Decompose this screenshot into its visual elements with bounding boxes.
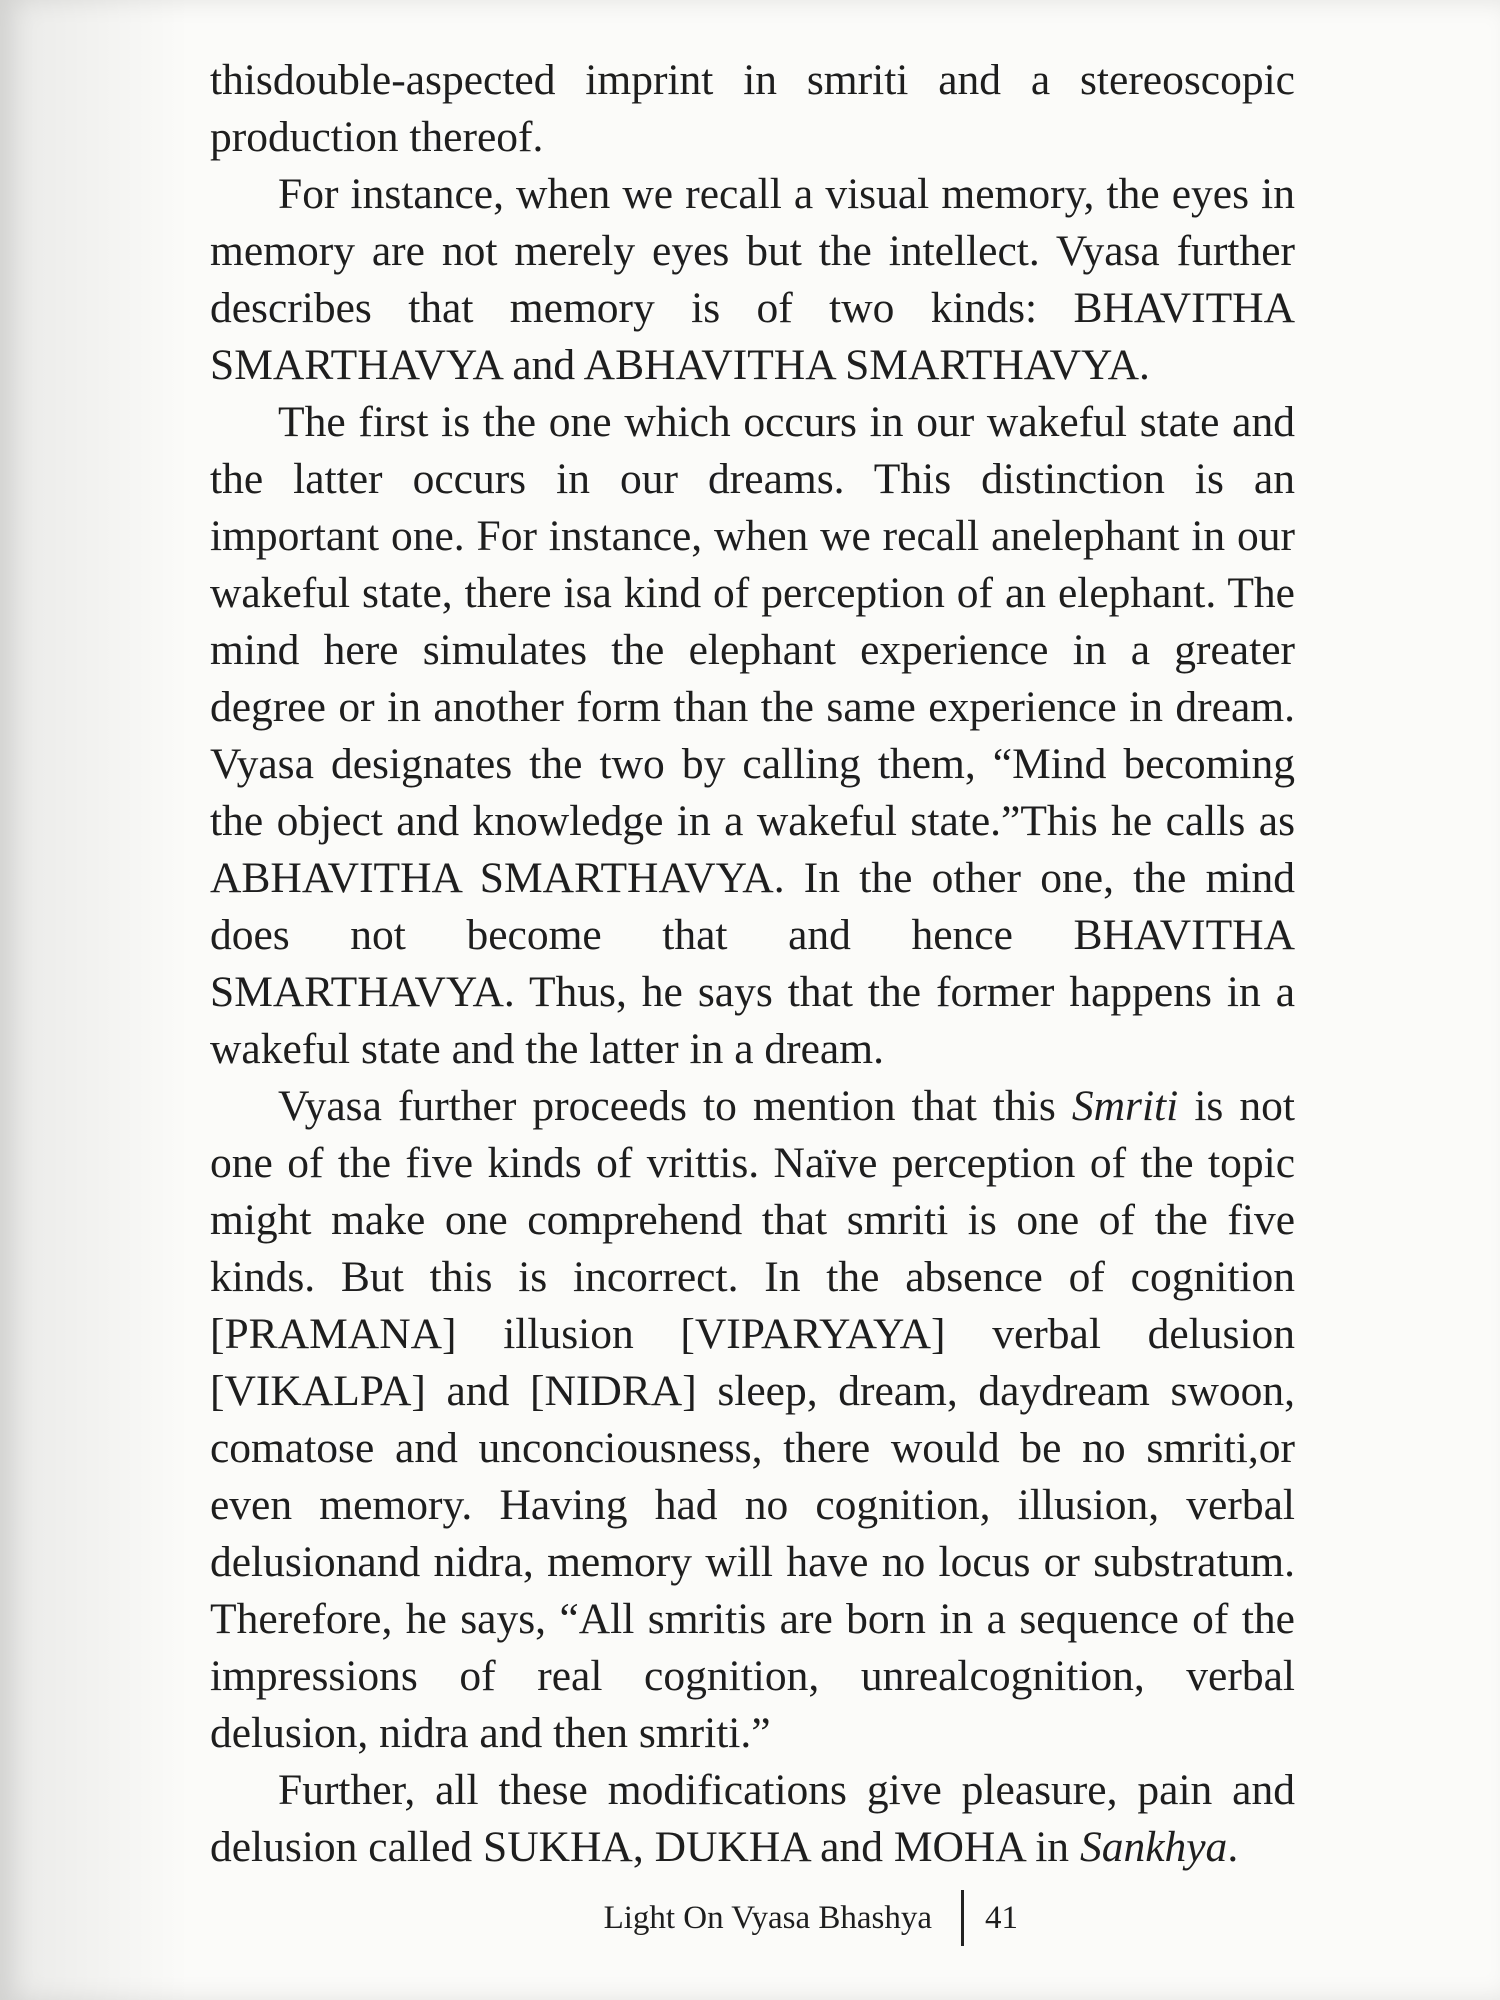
body-text [210, 52, 1295, 1876]
italic-term: Sankhya [1079, 1823, 1228, 1871]
text-segment: is not one of the five kinds of vrittis. Naïve perception of the topic might make one comprehend that smriti is one of the five kinds. But this is incorrect. In the absence of cognition [PRAMANA] illusion [VIPARYAYA] verbal delusion [VIKALPA] and [NIDRA] sleep, dream, daydream swoon, comatose and unconciousness, there would be no smriti,or even memory. Having had no cognition, illusion, verbal delusionand nidra, memory will have no locus or substratum. Therefore, he says, “All smritis are born in a sequence of the impressions of real cognition, unrealcognition, verbal delusion, nidra and then smriti.” [210, 1082, 1295, 1757]
paragraph [210, 1762, 1295, 1876]
paragraph [210, 1078, 1295, 1762]
text-segment: For instance, when we recall a visual memory, the eyes in memory are not merely eyes but the intellect. Vyasa further describes that memory is of two kinds: BHAVITHA SMARTHAVYA and ABHAVITHA SMARTHAVYA. [210, 170, 1295, 389]
text-segment: thisdouble-aspected imprint in smriti and a stereoscopic production thereof. [210, 56, 1295, 161]
paragraph [210, 166, 1295, 394]
page-number: 41 [985, 1900, 1018, 1936]
footer-divider [961, 1890, 964, 1946]
text-segment: The first is the one which occurs in our wakeful state and the latter occurs in our dreams. This distinction is an important one. For instance, when we recall anelephant in our wakeful state, there isa kind of perception of an elephant. The mind here simulates the elephant experience in a greater degree or in another form than the same experience in dream. Vyasa designates the two by calling them, “Mind becoming the object and knowledge in a wakeful state.”This he calls as ABHAVITHA SMARTHAVYA. In the other one, the mind does not become that and hence BHAVITHA SMARTHAVYA. Thus, he says that the former happens in a wakeful state and the latter in a dream. [210, 398, 1295, 1073]
italic-term: Smriti [1071, 1082, 1179, 1130]
text-segment: . [1227, 1823, 1239, 1871]
text-segment: Further, all these modifications give pleasure, pain and delusion called SUKHA, DUKHA and MOHA in [210, 1766, 1295, 1871]
paragraph [210, 394, 1295, 1078]
page-footer [0, 1896, 1500, 1940]
text-segment: Vyasa further proceeds to mention that this [278, 1082, 1072, 1130]
running-title: Light On Vyasa Bhashya [603, 1900, 932, 1936]
paragraph [210, 52, 1295, 166]
